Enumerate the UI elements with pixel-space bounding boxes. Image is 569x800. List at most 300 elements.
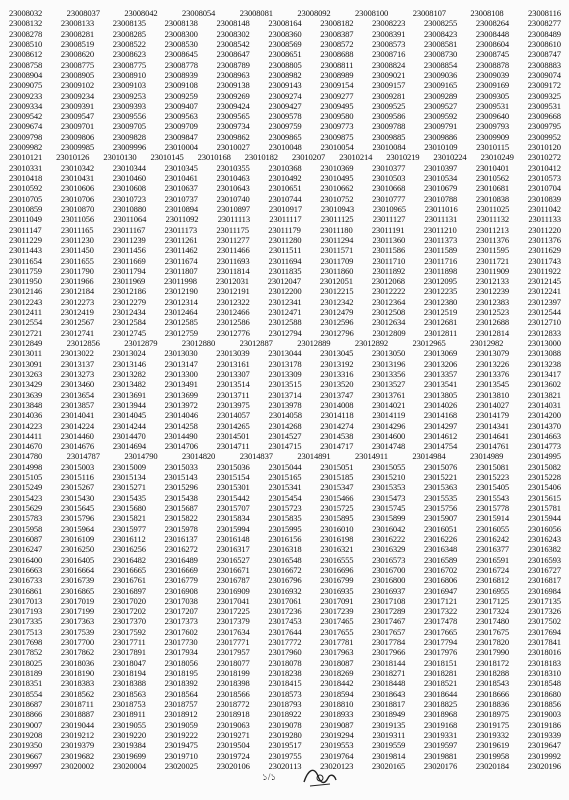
- roll-number-row: [9, 524, 561, 534]
- roll-number: 23008092: [297, 8, 331, 18]
- roll-number: 23015899: [372, 513, 406, 524]
- roll-number: 23013039: [216, 348, 250, 359]
- roll-number: 23016137: [164, 533, 198, 544]
- roll-number: 23019332: [475, 729, 510, 740]
- roll-number: 23017041: [216, 595, 250, 606]
- roll-number: 23010668: [372, 183, 406, 194]
- roll-number: 23009788: [372, 121, 406, 132]
- roll-number: 23018564: [164, 688, 198, 699]
- roll-number: 23018933: [320, 709, 354, 720]
- roll-number: 23018918: [216, 709, 250, 720]
- roll-number: 23008489: [527, 28, 561, 39]
- roll-number: 23017963: [320, 647, 354, 658]
- roll-number: 23017771: [216, 637, 250, 648]
- roll-number: 23013654: [60, 389, 95, 400]
- roll-number: 23010752: [320, 193, 354, 204]
- roll-number: 23010345: [164, 162, 198, 173]
- roll-number: 23008789: [216, 59, 250, 70]
- roll-number: 23012710: [527, 317, 561, 328]
- roll-number: 23016702: [424, 564, 458, 575]
- roll-number: 23018388: [112, 678, 146, 689]
- roll-number: 23016669: [164, 564, 198, 575]
- roll-number: 23018912: [164, 709, 198, 720]
- roll-number: 23013639: [9, 389, 43, 400]
- roll-number: 23011042: [528, 203, 561, 214]
- roll-number: 23011629: [528, 245, 561, 256]
- roll-number: 23016056: [527, 523, 561, 534]
- roll-number: 23012411: [9, 307, 42, 318]
- roll-number: 23015994: [216, 523, 250, 534]
- roll-number: 23008758: [9, 59, 43, 70]
- roll-number: 23011016: [424, 203, 458, 214]
- roll-number-row: [9, 152, 561, 162]
- roll-number: 23016055: [475, 523, 510, 534]
- roll-number: 23008716: [372, 49, 406, 60]
- roll-number: 23018036: [60, 657, 95, 668]
- roll-number-row: [9, 91, 561, 101]
- roll-number: 23018573: [268, 688, 302, 699]
- roll-number: 23010880: [112, 203, 147, 214]
- roll-number: 23011147: [9, 224, 42, 235]
- roll-number: 23017784: [372, 637, 406, 648]
- roll-number: 23015756: [424, 503, 458, 513]
- roll-number: 23017326: [527, 606, 561, 617]
- roll-number: 23011814: [216, 265, 250, 276]
- roll-number: 23010084: [372, 142, 406, 153]
- roll-number: 23017772: [268, 637, 302, 648]
- roll-number: 23009154: [320, 80, 354, 91]
- roll-number: 23010859: [9, 203, 43, 214]
- roll-number: 23013147: [164, 358, 198, 369]
- roll-number: 23011794: [112, 265, 146, 276]
- roll-number: 23011709: [320, 255, 354, 266]
- roll-number: 23009586: [372, 111, 406, 122]
- roll-number: 23014370: [527, 420, 561, 431]
- roll-number: 23015958: [9, 523, 43, 534]
- roll-number: 23012031: [215, 276, 249, 287]
- roll-number: 23019220: [112, 729, 146, 740]
- roll-number: 23016548: [268, 554, 302, 565]
- roll-number: 23010121: [9, 152, 43, 163]
- roll-number: 23008107: [412, 8, 446, 18]
- roll-number: 23016799: [320, 575, 354, 586]
- roll-number: 23010965: [372, 203, 406, 214]
- roll-number: 23016405: [60, 554, 95, 565]
- roll-number-row: [9, 328, 561, 338]
- roll-number-row: [9, 369, 561, 379]
- roll-number: 23018817: [372, 698, 406, 709]
- roll-number: 23011674: [164, 255, 198, 266]
- roll-number: 23013050: [372, 348, 406, 359]
- roll-number: 23017478: [424, 616, 458, 627]
- roll-number: 23014790: [124, 451, 158, 462]
- roll-number: 23015423: [9, 492, 43, 503]
- roll-number: 23017199: [60, 606, 95, 617]
- roll-number: 23012887: [239, 338, 273, 348]
- roll-number: 23013300: [164, 368, 198, 379]
- roll-number: 23010592: [9, 183, 43, 194]
- roll-number: 23008905: [60, 69, 95, 80]
- roll-number: 23020106: [216, 760, 250, 771]
- roll-number: 23013079: [475, 348, 510, 359]
- roll-number: 23015895: [320, 513, 354, 524]
- roll-number: 23008164: [268, 18, 302, 29]
- roll-number: 23018172: [475, 657, 510, 668]
- roll-number: 23017091: [320, 595, 354, 606]
- roll-number: 23008281: [60, 28, 95, 39]
- roll-number: 23012383: [475, 296, 510, 307]
- roll-number: 23010723: [112, 193, 146, 204]
- roll-number-row: [9, 720, 561, 730]
- roll-number: 23012741: [60, 327, 95, 338]
- roll-number: 23008612: [9, 49, 43, 60]
- roll-number: 23014057: [216, 410, 250, 421]
- roll-number: 23016696: [320, 564, 354, 575]
- roll-number: 23014787: [66, 451, 100, 462]
- roll-number: 23017592: [112, 626, 146, 637]
- roll-number: 23012585: [164, 317, 198, 328]
- roll-number: 23012721: [9, 327, 43, 338]
- roll-number: 23014200: [527, 410, 561, 421]
- roll-number: 23015134: [112, 472, 146, 483]
- roll-number: 23010492: [268, 173, 302, 183]
- roll-number: 23011239: [112, 234, 146, 245]
- roll-number: 23017539: [60, 626, 95, 637]
- roll-number: 23015406: [527, 482, 561, 493]
- roll-number: 23009705: [112, 121, 146, 132]
- roll-number: 23011064: [113, 214, 147, 225]
- roll-number: 23012397: [527, 296, 561, 307]
- roll-number: 23009640: [475, 111, 510, 122]
- roll-number: 23008448: [475, 28, 510, 39]
- roll-number: 23009102: [60, 80, 95, 91]
- roll-number: 23009075: [9, 80, 43, 91]
- roll-number: 23008519: [60, 38, 95, 49]
- roll-number: 23010461: [164, 173, 198, 183]
- roll-number: 23009274: [268, 90, 302, 101]
- roll-number: 23008982: [268, 69, 302, 80]
- roll-number: 23015778: [475, 503, 510, 513]
- roll-number: 23015822: [164, 513, 198, 524]
- roll-number-row: [9, 689, 561, 699]
- roll-number: 23012479: [320, 307, 354, 318]
- roll-number: 23010219: [386, 152, 420, 163]
- roll-number: 23012634: [372, 317, 406, 328]
- roll-number: 23014780: [9, 451, 43, 462]
- roll-number: 23008939: [164, 69, 198, 80]
- roll-number: 23008581: [424, 38, 458, 49]
- roll-number: 23018442: [320, 678, 354, 689]
- roll-number: 23015353: [372, 482, 406, 493]
- roll-number: 23013376: [475, 368, 510, 379]
- roll-number: 23010249: [480, 152, 514, 163]
- roll-number: 23017038: [164, 595, 198, 606]
- roll-number: 23008255: [424, 18, 458, 29]
- roll-number: 23011025: [476, 203, 510, 214]
- roll-number: 23010130: [103, 152, 137, 163]
- roll-number: 23015009: [112, 461, 146, 472]
- roll-number: 23016947: [424, 585, 458, 596]
- roll-number: 23017236: [268, 606, 302, 617]
- roll-number: 23016318: [268, 544, 302, 555]
- roll-number-row: [9, 544, 561, 554]
- roll-number: 23014046: [164, 410, 198, 421]
- roll-number: 23010503: [372, 173, 406, 183]
- roll-number: 23008132: [9, 18, 43, 29]
- roll-number: 23015267: [60, 482, 95, 493]
- roll-number: 23009565: [216, 111, 250, 122]
- roll-number: 23010705: [9, 193, 43, 204]
- roll-number: 23016672: [268, 564, 302, 575]
- roll-number: 23014460: [60, 430, 94, 441]
- roll-number: 23016591: [475, 554, 510, 565]
- roll-number: 23018793: [268, 698, 302, 709]
- roll-number-row: [9, 606, 561, 616]
- roll-number: 23014984: [412, 451, 446, 462]
- roll-number: 23015221: [423, 472, 458, 483]
- roll-number: 23014036: [9, 410, 43, 421]
- roll-number: 23010272: [527, 152, 561, 163]
- roll-number: 23019958: [475, 750, 510, 761]
- roll-number: 23016555: [320, 554, 354, 565]
- roll-number: 23010145: [150, 152, 184, 163]
- roll-number-row: [9, 49, 561, 59]
- roll-number: 23015405: [475, 482, 510, 493]
- roll-number: 23016955: [475, 585, 510, 596]
- roll-number: 23011998: [164, 276, 197, 287]
- roll-number: 23018016: [527, 647, 561, 658]
- roll-number: 23016796: [268, 575, 302, 586]
- roll-number: 23014008: [320, 399, 354, 410]
- roll-number: 23008530: [164, 38, 198, 49]
- roll-number: 23009701: [60, 121, 95, 132]
- roll-number-row: [9, 39, 561, 49]
- roll-number: 23018269: [320, 668, 354, 678]
- roll-number: 23012464: [164, 307, 198, 318]
- roll-number: 23017644: [268, 626, 302, 637]
- roll-number: 23015185: [320, 472, 354, 483]
- roll-number: 23013045: [320, 348, 354, 359]
- roll-number: 23016700: [372, 564, 406, 575]
- roll-number: 23010704: [527, 183, 561, 194]
- roll-number: 23013030: [164, 348, 198, 359]
- roll-number: 23017675: [475, 626, 510, 637]
- roll-number: 23014223: [9, 420, 43, 431]
- roll-number: 23014026: [424, 399, 458, 410]
- roll-number: 23012596: [320, 317, 354, 328]
- roll-number: 23009525: [372, 100, 406, 111]
- roll-number: 23013602: [527, 379, 561, 390]
- roll-number: 23012759: [164, 327, 198, 338]
- roll-number: 23014244: [112, 420, 146, 431]
- roll-number: 23017513: [9, 626, 43, 637]
- roll-number: 23011892: [372, 265, 406, 276]
- roll-number: 23018190: [60, 668, 95, 678]
- roll-number: 23015645: [60, 503, 95, 513]
- roll-number: 23019475: [164, 740, 198, 751]
- roll-number: 23017202: [112, 606, 146, 617]
- roll-number: 23014268: [268, 420, 302, 431]
- roll-number: 23012200: [268, 286, 302, 297]
- roll-number: 23011213: [475, 224, 509, 235]
- roll-number: 23008604: [475, 38, 510, 49]
- roll-number: 23010637: [164, 183, 198, 194]
- roll-number: 23008285: [112, 28, 146, 39]
- roll-number: 23018056: [164, 657, 198, 668]
- roll-number-row: [9, 709, 561, 719]
- roll-number: 23010608: [112, 183, 146, 194]
- roll-number: 23014773: [527, 441, 561, 452]
- roll-number: 23018680: [527, 688, 561, 699]
- roll-number: 23014027: [475, 399, 510, 410]
- roll-number-row: [9, 173, 561, 183]
- roll-number: 23012190: [164, 286, 198, 297]
- roll-number: 23009759: [268, 121, 302, 132]
- roll-number: 23013000: [527, 338, 561, 348]
- roll-number: 23013226: [475, 358, 510, 369]
- roll-number: 23019222: [164, 729, 198, 740]
- roll-number: 23009424: [216, 100, 250, 111]
- roll-number: 23017820: [475, 637, 510, 648]
- roll-number: 23017020: [112, 595, 146, 606]
- roll-number: 23013491: [164, 379, 198, 390]
- roll-number: 23018772: [216, 698, 250, 709]
- roll-number: 23017019: [60, 595, 95, 606]
- roll-number: 23015435: [112, 492, 146, 503]
- roll-number: 23013821: [527, 389, 561, 400]
- roll-number: 23015629: [9, 503, 43, 513]
- roll-number-row: [9, 616, 561, 626]
- roll-number: 23009909: [475, 131, 510, 142]
- roll-number: 23010331: [9, 162, 43, 173]
- roll-number: 23010214: [339, 152, 373, 163]
- roll-number-row: [9, 637, 561, 647]
- roll-number: 23016573: [372, 554, 406, 565]
- roll-number: 23018288: [475, 668, 510, 678]
- roll-number: 23011860: [320, 265, 354, 276]
- roll-number: 23013514: [216, 379, 250, 390]
- roll-number: 23018281: [424, 668, 458, 678]
- roll-number: 23010777: [372, 193, 406, 204]
- roll-number: 23009865: [268, 131, 302, 142]
- roll-number: 23008278: [9, 28, 43, 39]
- roll-number: 23017665: [424, 626, 458, 637]
- roll-number: 23019881: [424, 750, 458, 761]
- roll-number-row: [9, 70, 561, 80]
- roll-number: 23013196: [372, 358, 406, 369]
- roll-number: 23008910: [112, 69, 146, 80]
- roll-number-row: [9, 627, 561, 637]
- roll-number: 23015835: [268, 513, 302, 524]
- roll-number: 23015473: [372, 492, 406, 503]
- roll-number: 23008989: [320, 69, 354, 80]
- roll-number: 23011950: [9, 276, 42, 287]
- roll-number: 23018199: [216, 668, 250, 678]
- roll-number: 23018825: [423, 698, 458, 709]
- roll-number: 23012068: [371, 276, 405, 287]
- roll-number: 23013810: [475, 389, 510, 400]
- roll-number: 23011092: [165, 214, 199, 225]
- roll-number: 23018563: [112, 688, 146, 699]
- roll-number-row: [9, 678, 561, 688]
- roll-number: 23017655: [320, 626, 354, 637]
- roll-number-row: [9, 60, 561, 70]
- roll-number: 23014179: [475, 410, 509, 421]
- roll-number: 23010943: [320, 203, 354, 214]
- roll-number: 23010839: [527, 193, 561, 204]
- roll-number: 23019294: [320, 729, 354, 740]
- roll-number: 23016112: [112, 533, 146, 544]
- roll-number: 23019764: [320, 750, 354, 761]
- roll-number: 23020196: [527, 760, 561, 771]
- roll-number: 23010126: [56, 152, 90, 163]
- roll-number: 23016250: [60, 544, 95, 555]
- roll-number: 23013978: [268, 399, 302, 410]
- roll-number-row: [9, 472, 561, 482]
- roll-number: 23011589: [424, 245, 458, 256]
- roll-number: 23019379: [60, 740, 95, 751]
- roll-number-row: [9, 194, 561, 204]
- roll-number-row: [9, 204, 561, 214]
- roll-number: 23015725: [320, 503, 354, 513]
- roll-number-row: [9, 482, 561, 492]
- roll-number: 23010681: [475, 183, 510, 194]
- roll-number: 23012380: [424, 296, 458, 307]
- roll-number: 23018711: [60, 698, 94, 709]
- roll-number: 23012519: [423, 307, 458, 318]
- roll-number: 23018448: [372, 678, 406, 689]
- roll-number: 23017373: [164, 616, 198, 627]
- roll-number-row: [9, 338, 561, 348]
- roll-number: 23017121: [424, 595, 458, 606]
- roll-number: 23010460: [112, 173, 146, 183]
- roll-number: 23013024: [112, 348, 146, 359]
- roll-number: 23016817: [527, 575, 561, 586]
- roll-number: 23016806: [424, 575, 458, 586]
- roll-number: 23018548: [527, 678, 561, 689]
- roll-number: 23012796: [320, 327, 354, 338]
- roll-number: 23014501: [216, 430, 250, 441]
- roll-number: 23018753: [112, 698, 146, 709]
- roll-number: 23008510: [9, 38, 43, 49]
- roll-number: 23009578: [268, 111, 302, 122]
- roll-number: 23009325: [527, 90, 561, 101]
- roll-number: 23011743: [528, 255, 561, 266]
- roll-number: 23009334: [9, 100, 43, 111]
- roll-number: 23009828: [112, 131, 146, 142]
- roll-number: 23014058: [268, 410, 302, 421]
- roll-number: 23016087: [9, 533, 43, 544]
- roll-number: 23016482: [112, 554, 146, 565]
- roll-number: 23019682: [60, 750, 95, 761]
- roll-number: 23018087: [320, 657, 354, 668]
- roll-number: 23011165: [60, 224, 94, 235]
- roll-number-row: [9, 493, 561, 503]
- roll-number: 23015051: [320, 461, 354, 472]
- roll-number: 23015707: [216, 503, 250, 513]
- roll-number-row: [9, 276, 561, 286]
- roll-number: 23013022: [60, 348, 94, 359]
- roll-number: 23016909: [216, 585, 250, 596]
- roll-number: 23016226: [423, 533, 458, 544]
- roll-number: 23012849: [9, 338, 43, 348]
- roll-number: 23009305: [475, 90, 510, 101]
- roll-number: 23014021: [372, 399, 406, 410]
- roll-number: 23019078: [268, 719, 302, 730]
- roll-number: 23009885: [372, 131, 406, 142]
- roll-number: 23011443: [9, 245, 42, 256]
- roll-number: 23012239: [475, 286, 510, 297]
